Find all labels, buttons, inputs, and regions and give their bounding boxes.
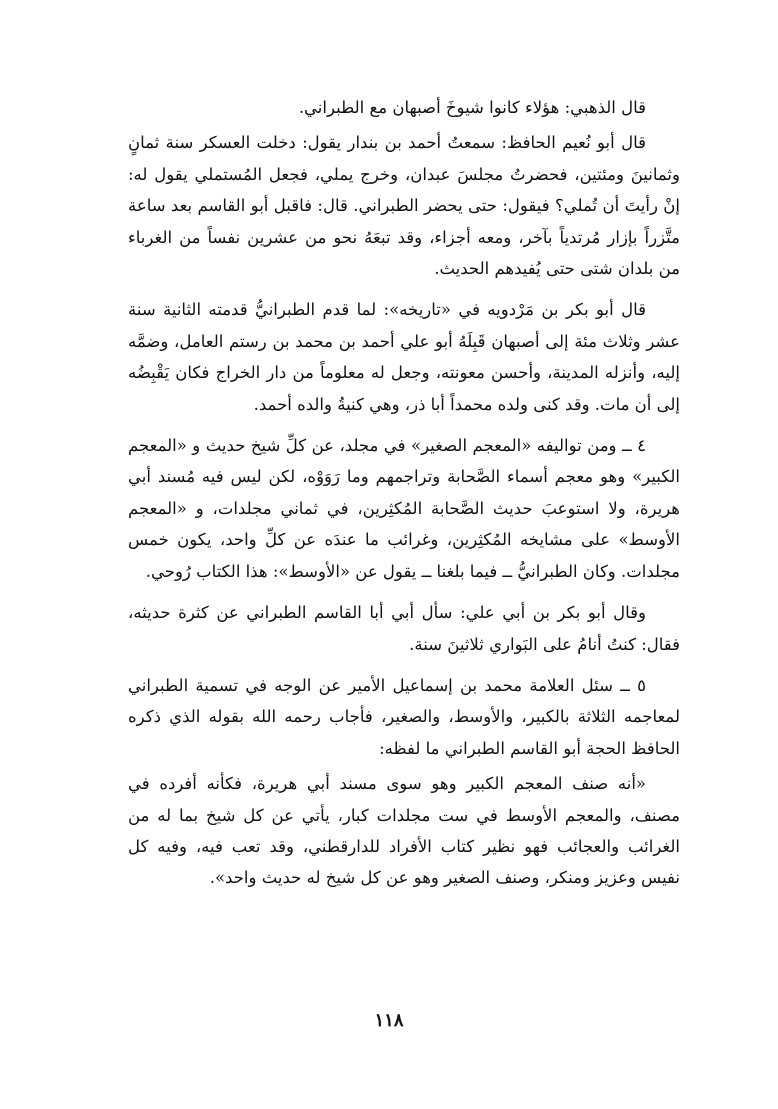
- paragraph-dhahabi-quote: قال الذهبي: هؤلاء كانوا شيوخَ أصبهان مع الطبراني.: [298, 98, 646, 117]
- paragraph-abu-bakr-narration: وقال أبو بكر بن أبي علي: سأل أبي أبا القاسم الطبراني عن كثرة حديثه، فقال: كنتُ أنامُ على البَواري ثلاثينَ سنة.: [128, 603, 680, 654]
- paragraph-section-5-question: ٥ ــ سئل العلامة محمد بن إسماعيل الأمير عن الوجه في تسمية الطبراني لمعاجمه الثلاثة بالكبير، والأوسط، والصغير، فأجاب رحمه الله بقوله الذي ذكره الحافظ الحجة أبو القاسم الطبراني ما لفظه:: [128, 675, 680, 758]
- paragraph-abu-nuaym-narration: قال أبو نُعيم الحافظ: سمعتُ أحمد بن بندار يقول: دخلت العسكر سنة ثمانٍ وثمانينَ ومئتين، فحضرتُ مجلسَ عبدان، وخرج يملي، فجعل المُستملي يقول له: إنْ رأيتَ أن تُملي؟ فيقول: حتى يحضر الطبراني. قال: فاقبل أبو القاسم بعد ساعة متَّزراً بإزار مُرتدياً بآخر، ومعه أجزاء، وقد تبعَهُ نحو من عشرين نفساً من الغرباء من بلدان شتى حتى يُفيدهم الحديث.: [128, 133, 680, 279]
- page-number: ١١٨: [374, 1010, 404, 1031]
- paragraph-ibn-marduyah-narration: قال أبو بكر بن مَرْدويه في «تاريخه»: لما قدم الطبرانيُّ قدمته الثانية سنة عشر وثلاث مئة إلى أصبهان قَبِلَهُ أبو علي أحمد بن محمد بن رستم العامل، وضمَّه إليه، وأنزله المدينة، وأحسن معونته، وجعل له معلوماً من دار الخراج فكان يَقْبِضُه إلى أن مات. وقد كنى ولده محمداً أبا ذر، وهي كنيةُ والده أحمد.: [128, 300, 680, 414]
- paragraph-works-section-4: ٤ ــ ومن تواليفه «المعجم الصغير» في مجلد، عن كلِّ شيخ حديث و «المعجم الكبير» وهو معجم أسماء الصَّحابة وتراجمهم وما رَوَوْه، لكن ليس فيه مُسند أبي هريرة، ولا استوعبَ حديث الصَّحابة المُكثِرين، في ثماني مجلدات، و «المعجم الأوسط» على مشايخه المُكثِرين، وغرائب ما عندَه عن كلِّ واحد، يكون خمس مجلدات. وكان الطبرانيُّ ــ فيما بلغنا ــ يقول عن «الأوسط»: هذا الكتاب رُوحي.: [128, 436, 680, 581]
- paragraph-section-5-answer-quote: «أنه صنف المعجم الكبير وهو سوى مسند أبي هريرة، فكأنه أفرده في مصنف، والمعجم الأوسط في ست مجلدات كبار، يأتي عن كل شيخ بما له من الغرائب والعجائب فهو نظير كتاب الأفراد للدارقطني، وقد تعب فيه، وفيه كل نفيس وعزيز ومنكر، وصنف الصغير وهو عن كل شيخ له حديث واحد».: [128, 774, 680, 888]
- page-body-text: [128, 92, 680, 904]
